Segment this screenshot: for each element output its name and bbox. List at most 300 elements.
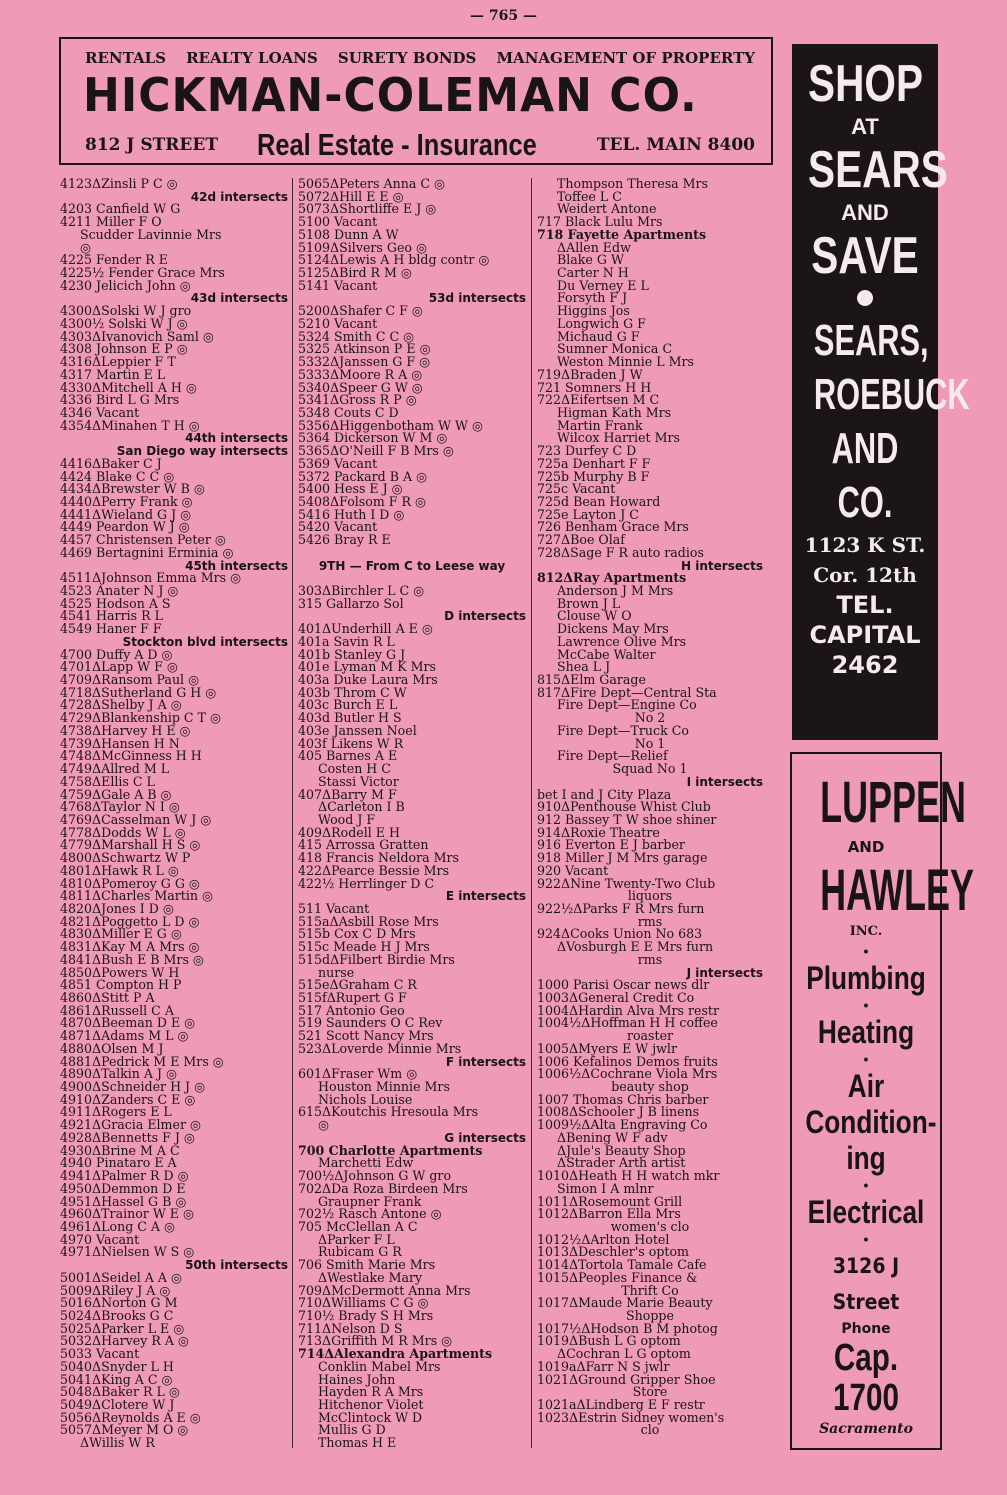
- directory-entry: 1015ΔPeoples Finance &: [537, 1269, 698, 1285]
- directory-entry: 4778ΔDodds W L ◎: [60, 824, 186, 840]
- sears-shop: SHOP: [808, 55, 924, 113]
- directory-entry: 4346 Vacant: [60, 404, 140, 420]
- directory-entry: bet I and J City Plaza: [537, 786, 672, 802]
- directory-entry: 4303ΔIvanovich Saml ◎: [60, 328, 214, 344]
- directory-entry: 723 Durfey C D: [537, 443, 637, 459]
- directory-entry: 521 Scott Nancy Mrs: [298, 1028, 434, 1044]
- bullet: •: [863, 943, 869, 959]
- intersect-heading: 45th intersects: [185, 558, 288, 573]
- directory-entry: 812ΔRay Apartments: [537, 570, 687, 586]
- directory-entry: Shea L J: [557, 659, 611, 675]
- directory-entry: 5348 Couts C D: [298, 404, 399, 420]
- directory-entry: ΔStrader Arth artist: [557, 1155, 686, 1171]
- sears-save: SAVE: [811, 227, 919, 285]
- directory-entry: Haines John: [318, 1371, 396, 1387]
- directory-entry: 1019aΔFarr N S jwlr: [537, 1358, 670, 1374]
- directory-entry: 4230 Jelicich John ◎: [60, 277, 191, 293]
- directory-entry: women's clo: [610, 1218, 690, 1234]
- directory-entry: Marchetti Edw: [318, 1155, 414, 1171]
- directory-entry: 315 Gallarzo Sol: [298, 595, 404, 611]
- directory-entry: Lawrence Olive Mrs: [557, 633, 687, 649]
- directory-entry: 709ΔMcDermott Anna Mrs: [298, 1282, 471, 1298]
- directory-entry: 4469 Bertagnini Erminia ◎: [60, 544, 234, 560]
- directory-entry: 4749ΔAllred M L: [60, 761, 170, 777]
- directory-entry: ◎: [80, 239, 91, 255]
- directory-entry: ΔAllen Edw: [557, 239, 631, 255]
- directory-entry: 4738ΔHarvey H E ◎: [60, 722, 191, 738]
- directory-entry: 5324 Smith C C ◎: [298, 328, 415, 344]
- directory-entry: 5108 Dunn A W: [298, 226, 399, 242]
- bullet-dot: [857, 290, 873, 306]
- directory-entry: 728ΔSage F R auto radios: [537, 544, 704, 560]
- directory-entry: 403a Duke Laura Mrs: [298, 672, 438, 688]
- directory-entry: [298, 547, 526, 560]
- directory-entry: 5364 Dickerson W M ◎: [298, 430, 448, 446]
- directory-entry: 722ΔEifertsen M C: [537, 392, 660, 408]
- directory-entry: 4951ΔHassel G B ◎: [60, 1193, 187, 1209]
- directory-entry: 4800ΔSchwartz W P: [60, 850, 191, 866]
- directory-entry: 4549 Haner F F: [60, 621, 162, 637]
- directory-entry: 1014ΔTortola Tamale Cafe: [537, 1257, 707, 1273]
- directory-entry: clo: [640, 1422, 660, 1438]
- directory-entry: 721 Somners H H: [537, 379, 652, 395]
- directory-entry: 5365ΔO'Neill F B Mrs ◎: [298, 443, 454, 459]
- directory-entry: 1021ΔGround Gripper Shoe: [537, 1371, 716, 1387]
- directory-entry: nurse: [318, 964, 355, 980]
- directory-entry: 4860ΔStitt P A: [60, 990, 155, 1005]
- directory-entry: Weidert Antone: [557, 201, 657, 217]
- directory-entry: 405 Barnes A E: [298, 748, 398, 764]
- directory-entry: 5048ΔBaker R L ◎: [60, 1384, 180, 1400]
- hickman-coleman-ad: [59, 37, 773, 165]
- directory-entry: 4831ΔKay M A Mrs ◎: [60, 939, 200, 955]
- directory-entry: 4779ΔMarshall H S ◎: [60, 837, 201, 853]
- directory-entry: 1013ΔDeschler's optom: [537, 1244, 689, 1260]
- directory-entry: 705 McClellan A C: [298, 1218, 418, 1234]
- directory-entry: 1006 Kefalinos Demos fruits: [537, 1053, 718, 1069]
- directory-entry: 4910ΔZanders C E ◎: [60, 1091, 196, 1107]
- directory-entry: 5340ΔSpeer G W ◎: [298, 379, 423, 395]
- directory-entry: 401a Savin R L: [298, 633, 395, 649]
- directory-entry: 916 Everton E J barber: [537, 837, 685, 853]
- directory-entry: 415 Arrossa Gratten: [298, 837, 429, 853]
- directory-entry: 4811ΔCharles Martin ◎: [60, 888, 213, 904]
- column-divider: [531, 178, 532, 1448]
- directory-column-2: [298, 178, 526, 1450]
- directory-entry: 717 Black Lulu Mrs: [537, 214, 663, 230]
- directory-entry: No 2: [634, 710, 666, 726]
- directory-entry: 4801ΔHawk R L ◎: [60, 862, 179, 878]
- directory-entry: 5041ΔKing A C ◎: [60, 1371, 173, 1387]
- directory-entry: 1008ΔSchooler J B linens: [537, 1104, 700, 1120]
- directory-entry: Clouse W O: [557, 608, 632, 624]
- sears-tel-exchange: CAPITAL: [809, 621, 921, 649]
- directory-entry: 1004½ΔHoffman H H coffee: [537, 1015, 718, 1031]
- directory-entry: Weston Minnie L Mrs: [557, 354, 694, 370]
- directory-entry: 5341ΔGross R P ◎: [298, 392, 417, 408]
- directory-entry: 523ΔLoverde Minnie Mrs: [298, 1040, 462, 1056]
- directory-entry: rms: [637, 913, 663, 929]
- directory-entry: Toffee L C: [557, 188, 622, 204]
- directory-entry: Rubicam G R: [318, 1244, 402, 1260]
- luppen-inc: INC.: [849, 924, 883, 939]
- directory-entry: 4700 Duffy A D ◎: [60, 646, 173, 662]
- directory-entry: 4921ΔGracia Elmer ◎: [60, 1117, 201, 1133]
- directory-entry: 5420 Vacant: [298, 519, 378, 535]
- ad-company-name: HICKMAN-COLEMAN CO.: [83, 69, 698, 123]
- directory-entry: Blake G W: [557, 252, 624, 268]
- directory-entry: 4881ΔPedrick M E Mrs ◎: [60, 1053, 224, 1069]
- directory-entry: 4457 Christensen Peter ◎: [60, 532, 226, 548]
- directory-entry: Shoppe: [626, 1307, 674, 1323]
- directory-entry: 422½ Herrlinger D C: [298, 875, 435, 891]
- directory-entry: 5332ΔJanssen G F ◎: [298, 354, 431, 370]
- sears-name-2: ROEBUCK: [813, 370, 970, 419]
- directory-entry: ΔWillis W R: [80, 1435, 155, 1451]
- directory-entry: 4748ΔMcGinness H H: [60, 748, 202, 764]
- directory-entry: 725a Denhart F F: [537, 455, 651, 471]
- sears-corner: Cor. 12th: [813, 563, 917, 587]
- luppen-service-plumbing: Plumbing: [806, 960, 926, 996]
- directory-entry: 714ΔAlexandra Apartments: [298, 1346, 493, 1362]
- directory-entry: Brown J L: [557, 595, 621, 611]
- directory-entry: Squad No 1: [612, 761, 688, 777]
- directory-entry: 401e Lyman M K Mrs: [298, 659, 437, 675]
- directory-entry: 817ΔFire Dept—Central Sta: [537, 684, 717, 700]
- directory-entry: Du Verney E L: [557, 277, 649, 293]
- directory-entry: 4300½ Solski W J ◎: [60, 315, 188, 331]
- directory-entry: Store: [632, 1384, 668, 1400]
- directory-entry: 5025ΔParker L E ◎: [60, 1320, 185, 1336]
- directory-entry: 401b Stanley G J: [298, 646, 406, 662]
- directory-entry: 5049ΔClotere W J: [60, 1397, 175, 1412]
- intersect-heading: 50th intersects: [185, 1258, 288, 1273]
- directory-entry: 4434ΔBrewster W B ◎: [60, 481, 205, 497]
- directory-entry: 5125ΔBird R M ◎: [298, 265, 412, 281]
- directory-entry: 403f Likens W R: [298, 735, 404, 751]
- intersect-heading: D intersects: [444, 609, 526, 624]
- directory-entry: 5210 Vacant: [298, 315, 378, 331]
- directory-entry: 1000 Parisi Oscar news dlr: [537, 977, 710, 993]
- directory-entry: 5356ΔHiggenbotham W W ◎: [298, 417, 483, 433]
- directory-entry: 1006½ΔCochrane Viola Mrs: [537, 1066, 718, 1082]
- intersect-heading: Stockton blvd intersects: [122, 634, 288, 649]
- directory-entry: 725b Murphy B F: [537, 468, 650, 484]
- directory-entry: Conklin Mabel Mrs: [318, 1358, 441, 1374]
- directory-entry: 403c Burch E L: [298, 697, 398, 713]
- ad-service: SURETY BONDS: [337, 49, 477, 67]
- directory-entry: 409ΔRodell E H: [298, 824, 400, 840]
- sears-tel-label: TEL.: [836, 591, 894, 619]
- directory-entry: 515fΔRupert G F: [298, 990, 407, 1005]
- ad-service: RENTALS: [85, 49, 166, 67]
- directory-entry: 1017½ΔHodson B M photog: [537, 1320, 718, 1336]
- directory-entry: 719ΔBraden J W: [537, 366, 643, 382]
- directory-entry: ΔCarleton I B: [318, 799, 405, 815]
- intersect-heading: San Diego way intersects: [116, 444, 288, 459]
- directory-entry: Forsyth F J: [557, 290, 628, 306]
- directory-entry: 4541 Harris R L: [60, 608, 163, 624]
- directory-entry: 4211 Miller F O: [60, 214, 162, 230]
- ad-phone: TEL. MAIN 8400: [596, 135, 755, 155]
- directory-entry: 4890ΔTalkin A J ◎: [60, 1066, 178, 1082]
- directory-entry: 4123ΔZinsli P C ◎: [60, 176, 178, 191]
- intersect-heading: G intersects: [444, 1130, 526, 1145]
- directory-entry: 4354ΔMinahen T H ◎: [60, 417, 200, 433]
- directory-entry: 711ΔNelson D S: [298, 1320, 403, 1336]
- directory-entry: 4701ΔLapp W F ◎: [60, 659, 178, 675]
- directory-entry: 4871ΔAdams M L ◎: [60, 1028, 189, 1044]
- directory-entry: ΔJule's Beauty Shop: [557, 1142, 686, 1158]
- sears-address: 1123 K ST.: [804, 533, 926, 557]
- directory-entry: 4728ΔShelby J A ◎: [60, 697, 182, 713]
- directory-entry: 706 Smith Marie Mrs: [298, 1257, 436, 1273]
- directory-entry: 1019ΔBush L G optom: [537, 1333, 681, 1349]
- directory-entry: No 1: [634, 735, 666, 751]
- directory-entry: 700½ΔJohnson G W gro: [298, 1168, 452, 1184]
- sears-ad: [792, 44, 970, 740]
- directory-entry: 710½ Brady S H Mrs: [298, 1307, 434, 1323]
- luppen-service-ing: ing: [846, 1140, 886, 1176]
- ad-service: MANAGEMENT OF PROPERTY: [496, 49, 755, 67]
- directory-entry: 5200ΔShafer C F ◎: [298, 303, 423, 319]
- directory-entry: 4970 Vacant: [60, 1231, 140, 1247]
- directory-entry: Stassi Victor: [318, 773, 399, 789]
- directory-entry: 515eΔGraham C R: [298, 977, 417, 993]
- bullet: •: [863, 1051, 869, 1067]
- luppen-service-electrical: Electrical: [807, 1194, 925, 1230]
- directory-entry: 5016ΔNorton G M: [60, 1295, 178, 1311]
- directory-entry: 1017ΔMaude Marie Beauty: [537, 1295, 713, 1311]
- directory-entry: 303ΔBirchler L C ◎: [298, 583, 425, 598]
- sears-at: AT: [851, 114, 879, 139]
- directory-entry: 5056ΔReynolds A E ◎: [60, 1409, 201, 1425]
- directory-entry: 1005ΔMyers E W jwlr: [537, 1040, 677, 1056]
- directory-entry: 403d Butler H S: [298, 710, 402, 726]
- luppen-name-1: LUPPEN: [820, 770, 966, 835]
- directory-entry: 5009ΔRiley J A ◎: [60, 1282, 171, 1298]
- directory-entry: 4971ΔNielsen W S ◎: [60, 1244, 195, 1260]
- directory-entry: ◎: [318, 1117, 329, 1133]
- directory-entry: 4440ΔPerry Frank ◎: [60, 493, 193, 509]
- directory-entry: 700 Charlotte Apartments: [298, 1142, 483, 1158]
- intersect-heading: 53d intersects: [428, 291, 526, 306]
- directory-entry: 517 Antonio Geo: [298, 1002, 405, 1018]
- intersect-heading: 44th intersects: [185, 431, 288, 446]
- directory-entry: 725c Vacant: [537, 481, 616, 497]
- directory-entry: 710ΔWilliams C G ◎: [298, 1295, 429, 1311]
- directory-entry: 5024ΔBrooks G C: [60, 1307, 174, 1323]
- directory-entry: 922ΔNine Twenty-Two Club: [537, 875, 716, 891]
- directory-entry: Costen H C: [318, 761, 391, 777]
- directory-entry: Simon I A mlnr: [557, 1180, 654, 1196]
- intersect-heading: I intersects: [686, 774, 763, 789]
- directory-entry: Dickens May Mrs: [557, 621, 669, 637]
- directory-entry: 5073ΔShortliffe E J ◎: [298, 201, 437, 217]
- directory-entry: 4880ΔOlsen M J: [60, 1040, 164, 1056]
- directory-entry: Fire Dept—Engine Co: [557, 697, 697, 713]
- directory-entry: 515b Cox C D Mrs: [298, 926, 416, 942]
- directory-entry: 4759ΔGale A B ◎: [60, 786, 172, 802]
- ad-services: [85, 49, 755, 67]
- directory-entry: 418 Francis Neldora Mrs: [298, 850, 460, 866]
- directory-entry: 4739ΔHansen H N: [60, 735, 180, 751]
- directory-entry: 5100 Vacant: [298, 214, 378, 230]
- directory-entry: 4830ΔMiller E G ◎: [60, 926, 182, 942]
- intersect-heading: F intersects: [445, 1054, 526, 1069]
- directory-entry: Hitchenor Violet: [318, 1397, 424, 1412]
- ad-address: 812 J STREET: [85, 135, 218, 155]
- directory-entry: 4709ΔRansom Paul ◎: [60, 672, 200, 688]
- directory-entry: 725e Layton J C: [537, 506, 639, 522]
- directory-entry: 1009½ΔAlta Engraving Co: [537, 1117, 708, 1133]
- directory-entry: 4523 Anater N J ◎: [60, 583, 179, 598]
- directory-entry: Houston Minnie Mrs: [318, 1079, 450, 1095]
- directory-entry: Martin Frank: [557, 417, 643, 433]
- directory-entry: 403e Janssen Noel: [298, 722, 417, 738]
- directory-entry: 4336 Bird L G Mrs: [60, 392, 180, 408]
- directory-entry: Wilcox Harriet Mrs: [557, 430, 680, 446]
- directory-entry: 5033 Vacant: [60, 1346, 140, 1362]
- directory-entry: 4330ΔMitchell A H ◎: [60, 379, 197, 395]
- directory-entry: 5141 Vacant: [298, 277, 378, 293]
- directory-entry: 4841ΔBush E B Mrs ◎: [60, 951, 204, 967]
- street-heading: 9TH — From C to Leese way: [318, 558, 506, 573]
- directory-entry: Sumner Monica C: [557, 341, 673, 357]
- directory-entry: McClintock W D: [318, 1409, 423, 1425]
- directory-entry: 914ΔRoxie Theatre: [537, 824, 660, 840]
- column-divider: [292, 178, 293, 1448]
- sears-name-3: AND CO.: [831, 424, 899, 527]
- directory-entry: 4729ΔBlankenship C T ◎: [60, 710, 221, 726]
- directory-entry: 1012½ΔArlton Hotel: [537, 1231, 670, 1247]
- directory-entry: 515c Meade H J Mrs: [298, 939, 430, 955]
- directory-entry: liquors: [627, 888, 673, 904]
- directory-entry: 5032ΔHarvey R A ◎: [60, 1333, 189, 1349]
- sears-name-1: SEARS,: [813, 316, 929, 365]
- directory-entry: Mullis G D: [318, 1422, 386, 1438]
- directory-entry: roaster: [626, 1028, 674, 1044]
- luppen-name-2: HAWLEY: [820, 858, 974, 923]
- directory-entry: 4424 Blake C C ◎: [60, 468, 175, 484]
- bullet: •: [863, 997, 869, 1013]
- directory-entry: 4850ΔPowers W H: [60, 964, 180, 980]
- directory-entry: 615ΔKoutchis Hresoula Mrs: [298, 1104, 479, 1120]
- directory-column-1: [60, 178, 288, 1450]
- directory-entry: 702ΔDa Roza Birdeen Mrs: [298, 1180, 468, 1196]
- directory-entry: 920 Vacant: [537, 862, 609, 878]
- directory-entry: 1012ΔBarron Ella Mrs: [537, 1206, 681, 1222]
- directory-entry: 4851 Compton H P: [60, 977, 182, 993]
- directory-entry: 4810ΔPomeroy G G ◎: [60, 875, 200, 891]
- directory-entry: 5057ΔMeyer M O ◎: [60, 1422, 189, 1438]
- directory-entry: Hayden R A Mrs: [318, 1384, 424, 1400]
- directory-entry: 5040ΔSnyder L H: [60, 1358, 174, 1374]
- directory-entry: 5333ΔMoore R A ◎: [298, 366, 423, 382]
- directory-entry: 922½ΔParks F R Mrs furn: [537, 900, 705, 916]
- sears-and: AND: [841, 200, 889, 225]
- directory-entry: 4758ΔEllis C L: [60, 773, 155, 789]
- directory-entry: 1021aΔLindberg E F restr: [537, 1397, 705, 1412]
- directory-entry: Higman Kath Mrs: [557, 404, 672, 420]
- directory-entry: 4940 Pinataro E A: [60, 1155, 177, 1171]
- luppen-hawley-ad: [790, 752, 974, 1450]
- directory-entry: 4950ΔDemmon D E: [60, 1180, 186, 1196]
- directory-entry: Higgins Jos: [557, 303, 630, 319]
- directory-entry: Anderson J M Mrs: [557, 583, 674, 598]
- directory-entry: 401ΔUnderhill A E ◎: [298, 621, 433, 637]
- directory-entry: 1010ΔHeath H H watch mkr: [537, 1168, 720, 1184]
- directory-entry: 4525 Hodson A S: [60, 595, 171, 611]
- directory-entry: 403b Throm C W: [298, 684, 407, 700]
- directory-entry: Fire Dept—Relief: [557, 748, 668, 764]
- directory-entry: ΔCochran L G optom: [557, 1346, 691, 1362]
- directory-entry: Longwich G F: [557, 315, 646, 331]
- directory-entry: 5072ΔHill E E ◎: [298, 188, 404, 204]
- luppen-service-heating: Heating: [817, 1014, 915, 1050]
- directory-entry: 4900ΔSchneider H J ◎: [60, 1079, 206, 1095]
- directory-entry: 4930ΔBrine M A C: [60, 1142, 180, 1158]
- intersect-heading: H intersects: [681, 558, 763, 573]
- intersect-heading: 42d intersects: [190, 189, 288, 204]
- directory-entry: 4928ΔBennetts F J ◎: [60, 1129, 195, 1145]
- luppen-and: AND: [847, 838, 885, 856]
- directory-entry: 4511ΔJohnson Emma Mrs ◎: [60, 570, 242, 586]
- sears-tel-number: 2462: [831, 651, 899, 679]
- directory-entry: 1003ΔGeneral Credit Co: [537, 990, 695, 1005]
- luppen-phone: Cap. 1700: [833, 1337, 899, 1419]
- directory-entry: 713ΔGriffith M R Mrs ◎: [298, 1333, 453, 1349]
- directory-entry: 5408ΔFolsom F R ◎: [298, 493, 427, 509]
- directory-entry: 5001ΔSeidel A A ◎: [60, 1269, 182, 1285]
- directory-entry: 4225 Fender R E: [60, 252, 168, 268]
- intersect-heading: 43d intersects: [190, 291, 288, 306]
- directory-entry: ΔBening W F adv: [557, 1129, 668, 1145]
- bullet: •: [863, 1177, 869, 1193]
- directory-entry: 4317 Martin E L: [60, 366, 166, 382]
- directory-entry: 918 Miller J M Mrs garage: [537, 850, 708, 866]
- directory-entry: 519 Saunders O C Rev: [298, 1015, 443, 1031]
- directory-entry: 4449 Peardon W J ◎: [60, 519, 190, 535]
- directory-entry: 912 Bassey T W shoe shiner: [537, 811, 717, 827]
- luppen-service-air: Air: [847, 1068, 885, 1104]
- directory-entry: 511 Vacant: [298, 900, 370, 916]
- directory-entry: 5325 Atkinson P E ◎: [298, 341, 431, 357]
- directory-entry: 4960ΔTrainor W E ◎: [60, 1206, 194, 1222]
- directory-entry: 910ΔPenthouse Whist Club: [537, 799, 711, 815]
- directory-entry: 4941ΔPalmer R D ◎: [60, 1168, 189, 1184]
- directory-entry: 4416ΔBaker C J: [60, 455, 162, 471]
- directory-entry: Fire Dept—Truck Co: [557, 722, 689, 738]
- directory-entry: 815ΔElm Garage: [537, 672, 646, 688]
- ad-service: REALTY LOANS: [186, 49, 318, 67]
- directory-entry: 515dΔFilbert Birdie Mrs: [298, 951, 455, 967]
- intersect-heading: E intersects: [445, 889, 526, 904]
- directory-entry: rms: [637, 951, 663, 967]
- directory-entry: 702½ Rasch Antone ◎: [298, 1206, 442, 1222]
- luppen-city: Sacramento: [819, 1421, 913, 1437]
- directory-entry: 5416 Huth I D ◎: [298, 506, 405, 522]
- directory-entry: 4768ΔTaylor N I ◎: [60, 799, 180, 815]
- directory-entry: 4911ΔRogers E L: [60, 1104, 172, 1120]
- directory-entry: 4821ΔPoggetto L D ◎: [60, 913, 200, 929]
- directory-entry: 5109ΔSilvers Geo ◎: [298, 239, 427, 255]
- luppen-phone-label: Phone: [841, 1321, 891, 1337]
- directory-entry: 601ΔFraser Wm ◎: [298, 1066, 418, 1082]
- directory-entry: 4769ΔCasselman W J ◎: [60, 811, 212, 827]
- directory-entry: Scudder Lavinnie Mrs: [80, 226, 222, 242]
- directory-entry: beauty shop: [611, 1079, 689, 1095]
